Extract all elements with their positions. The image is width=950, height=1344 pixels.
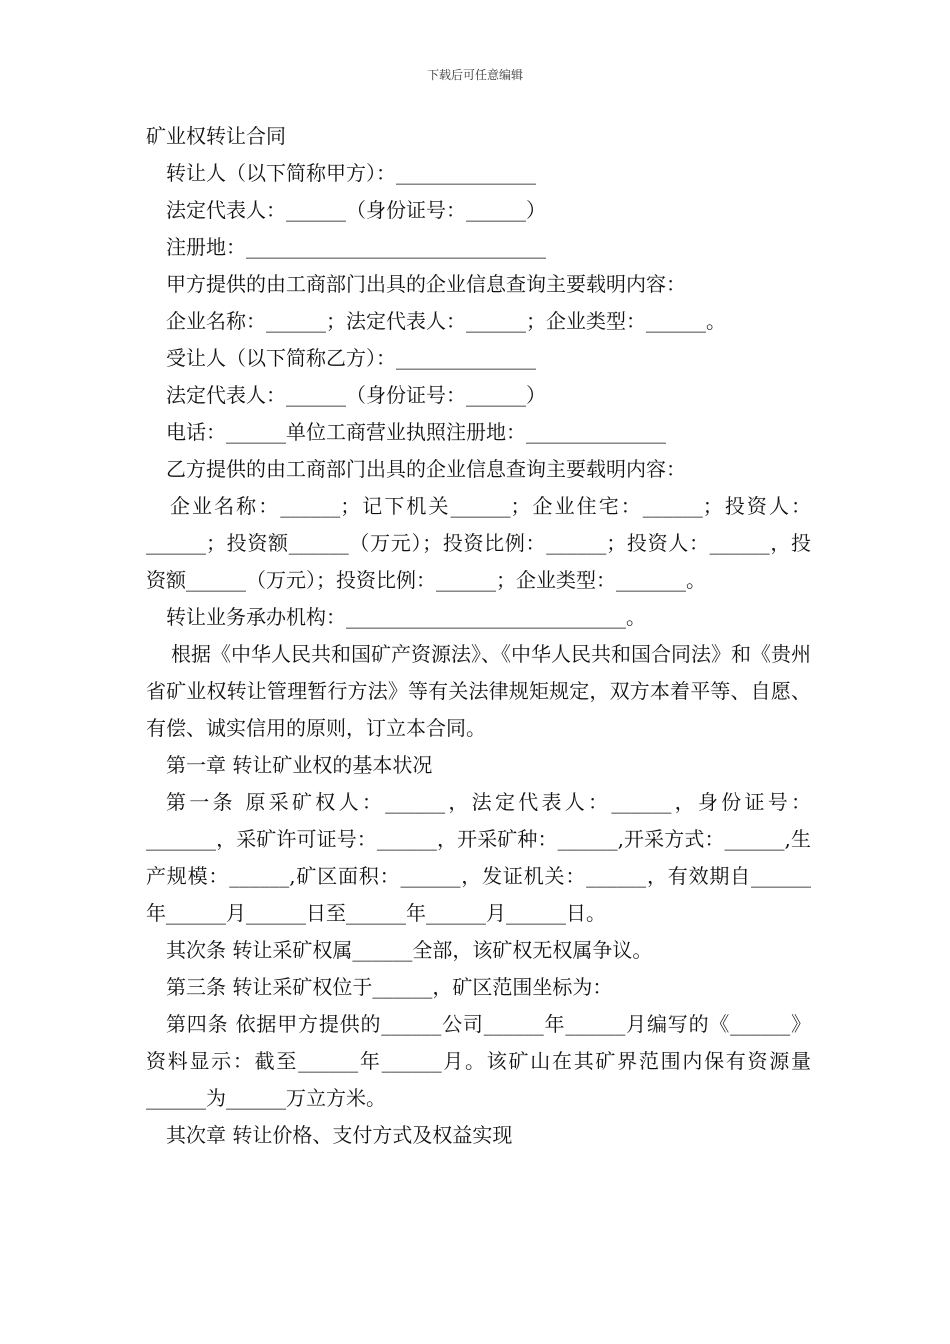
page-header: 下载后可任意编辑 xyxy=(426,68,523,82)
party-a-info-heading: 甲方提供的由工商部门出具的企业信息查询主要载明内容： xyxy=(166,272,686,296)
document-title: 矿业权转让合同 xyxy=(146,124,286,148)
chapter-2-heading: 其次章 转让价格、支付方式及权益实现 xyxy=(166,1123,513,1147)
party-b-info-heading: 乙方提供的由工商部门出具的企业信息查询主要载明内容： xyxy=(166,457,686,481)
registered-address-line: 注册地：______________________________ xyxy=(166,235,546,259)
legal-rep-line-b: 法定代表人：______（身份证号：______） xyxy=(166,383,546,407)
agency-line: 转让业务承办机构：____________________________。 xyxy=(166,605,646,629)
article-1-paragraph: 第一条 原采矿权人：______，法定代表人：______，身份证号：_______，采矿许可证号：______，开采矿种：______,开采方式：______,生产规模：______,矿区面积：______，发证机关：______，有效期自______年______月______日至______年______月______日。 xyxy=(146,790,811,925)
transferor-line: 转让人（以下简称甲方）：______________ xyxy=(166,161,536,185)
transferee-line: 受让人（以下简称乙方）：______________ xyxy=(166,346,536,370)
basis-paragraph: 根据《中华人民共和国矿产资源法》、《中华人民共和国合同法》和《贵州省矿业权转让管理暂行方法》等有关法律规矩规定，双方本着平等、自愿、有偿、诚实信用的原则，订立本合同。 xyxy=(146,642,811,740)
contract-document xyxy=(146,118,811,1154)
party-a-company-line: 企业名称：______；法定代表人：______；企业类型：______。 xyxy=(166,309,726,333)
party-b-detail-paragraph: 企业名称：______；记下机关______；企业住宅：______；投资人：______；投资额______（万元）；投资比例：______；投资人：______，投资额______（万元）；投资比例：______；企业类型：_______。 xyxy=(146,494,811,592)
phone-line: 电话：______单位工商营业执照注册地：______________ xyxy=(166,420,666,444)
chapter-1-heading: 第一章 转让矿业权的基本状况 xyxy=(166,753,433,777)
legal-rep-line-a: 法定代表人：______（身份证号：______） xyxy=(166,198,546,222)
article-3-line: 第三条 转让采矿权位于______，矿区范围坐标为： xyxy=(166,975,613,999)
article-4-paragraph: 第四条 依据甲方提供的______公司______年______月编写的《______》资料显示：截至______年______月。该矿山在其矿界范围内保有资源量______为______万立方米。 xyxy=(146,1012,811,1110)
article-2-line: 其次条 转让采矿权属______全部，该矿权无权属争议。 xyxy=(166,938,653,962)
